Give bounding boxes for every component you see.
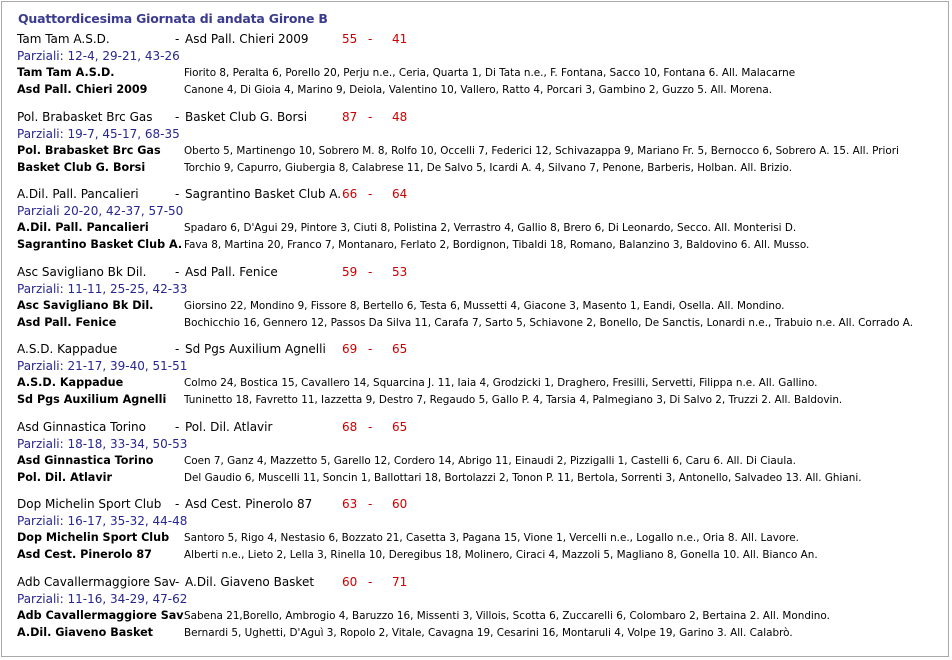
match-dash: -: [175, 264, 180, 279]
away-players: Del Gaudio 6, Muscelli 11, Soncin 1, Ballottari 18, Bortolazzi 2, Tonon P. 11, Bertola, Sorrenti 3, Antonello, Salvadeo 13. All. Ghiani.: [184, 471, 862, 484]
score-home: 60: [342, 574, 358, 589]
partial-scores: Parziali: 18-18, 33-34, 50-53: [17, 436, 188, 451]
home-team-name: Adb Cavallermaggiore Sav: [17, 608, 184, 622]
score-home: 63: [342, 497, 358, 511]
score-away: 71: [392, 574, 408, 589]
final-score: [342, 420, 407, 434]
match-dash: -: [175, 109, 180, 124]
away-team-name: Pol. Dil. Atlavir: [17, 470, 113, 484]
score-home: 66: [342, 187, 358, 201]
away-team-name: Basket Club G. Borsi: [17, 160, 146, 174]
partial-scores: Parziali: 12-4, 29-21, 43-26: [17, 49, 180, 63]
home-team-name: Asc Savigliano Bk Dil.: [17, 298, 154, 312]
score-home: 87: [342, 109, 358, 124]
away-players: Canone 4, Di Gioia 4, Marino 9, Deiola, Valentino 10, Vallero, Ratto 4, Porcari 3, Gambino 2, Guzzo 5. All. Morena.: [184, 84, 773, 96]
score-separator: -: [368, 109, 373, 124]
game-block: [2, 32, 950, 108]
score-away: 60: [392, 497, 408, 511]
home-players: Colmo 24, Bostica 15, Cavallero 14, Squarcina J. 11, Iaia 4, Grodzicki 1, Draghero, Fresilli, Servetti, Filippa n.e. All. Gallino.: [184, 377, 818, 389]
score-away: 41: [392, 32, 408, 46]
away-team-header: Asd Pall. Chieri 2009: [185, 32, 309, 46]
final-score: [342, 32, 407, 46]
score-separator: -: [368, 497, 373, 511]
score-away: 65: [392, 419, 408, 434]
game-block: [2, 265, 950, 341]
away-players: Tuninetto 18, Favretto 11, Iazzetta 9, Destro 7, Regaudo 5, Gallo P. 4, Tarsia 4, Palmegiano 3, Di Salvo 2, Truzzi 2. All. Baldovin.: [184, 394, 843, 406]
match-dash: -: [175, 187, 180, 201]
away-players: Alberti n.e., Lieto 2, Lella 3, Rinella 10, Deregibus 18, Molinero, Ciraci 4, Mazzoli 5, Magliano 8, Gonella 10. All. Bianco An.: [184, 549, 818, 561]
game-block: [2, 342, 950, 418]
match-dash: -: [175, 497, 180, 511]
score-separator: -: [368, 32, 373, 46]
home-players: Sabena 21,Borello, Ambrogio 4, Baruzzo 16, Missenti 3, Villois, Scotta 6, Zuccarelli 6, Colombaro 2, Bertaina 2. All. Mondino.: [184, 609, 830, 622]
away-team-header: Sd Pgs Auxilium Agnelli: [185, 342, 326, 356]
away-team-header: Basket Club G. Borsi: [185, 109, 308, 124]
away-players: Bernardi 5, Ughetti, D'Aguì 3, Ropolo 2, Vitale, Cavagna 19, Cesarini 16, Montaruli 4, Volpe 19, Garino 3. All. Calabrò.: [184, 626, 793, 639]
final-score: [342, 575, 407, 589]
score-separator: -: [368, 264, 373, 279]
page-title: Quattordicesima Giornata di andata Girone B: [18, 11, 328, 26]
partial-scores: Parziali 20-20, 42-37, 57-50: [17, 204, 184, 218]
final-score: [342, 497, 407, 511]
partial-scores: Parziali: 19-7, 45-17, 68-35: [17, 126, 180, 141]
final-score: [342, 342, 407, 356]
home-team-header: Asc Savigliano Bk Dil.: [17, 264, 147, 279]
away-team-name: Asd Pall. Chieri 2009: [17, 83, 148, 96]
match-dash: -: [175, 342, 180, 356]
home-team-header: Asd Ginnastica Torino: [17, 419, 146, 434]
home-players: Spadaro 6, D'Agui 29, Pintore 3, Ciuti 8, Polistina 2, Verrastro 4, Gallio 8, Brero 6, Di Leonardo, Secco. All. Monterisi D.: [184, 222, 797, 234]
game-block: [2, 110, 950, 186]
home-players: Fiorito 8, Peralta 6, Porello 20, Perju n.e., Ceria, Quarta 1, Di Tata n.e., F. Fontana, Sacco 10, Fontana 6. All. Malacarne: [184, 67, 796, 79]
game-block: [2, 420, 950, 496]
partial-scores: Parziali: 16-17, 35-32, 44-48: [17, 514, 188, 528]
score-home: 68: [342, 419, 358, 434]
final-score: [342, 187, 407, 201]
score-home: 59: [342, 264, 358, 279]
away-team-header: Pol. Dil. Atlavir: [185, 419, 273, 434]
game-block: [2, 187, 950, 263]
game-block: [2, 575, 950, 651]
game-block: [2, 497, 950, 573]
score-separator: -: [368, 187, 373, 201]
score-away: 64: [392, 187, 408, 201]
home-team-name: A.Dil. Pall. Pancalieri: [17, 221, 149, 234]
match-dash: -: [175, 32, 180, 46]
partial-scores: Parziali: 11-11, 25-25, 42-33: [17, 281, 188, 296]
home-players: Santoro 5, Rigo 4, Nestasio 6, Bozzato 21, Casetta 3, Pagana 15, Vione 1, Vercelli n.e., Logallo n.e., Oria 8. All. Lavore.: [184, 532, 799, 544]
home-team-name: Tam Tam A.S.D.: [17, 66, 115, 79]
away-players: Fava 8, Martina 20, Franco 7, Montanaro, Ferlato 2, Bordignon, Tibaldi 18, Romano, Balanzino 3, Baldovino 6. All. Musso.: [184, 239, 810, 251]
score-away: 48: [392, 109, 408, 124]
final-score: [342, 265, 407, 279]
score-separator: -: [368, 574, 373, 589]
home-team-name: Pol. Brabasket Brc Gas: [17, 143, 161, 157]
home-team-name: Dop Michelin Sport Club: [17, 531, 170, 544]
away-team-name: A.Dil. Giaveno Basket: [17, 625, 154, 639]
home-players: Coen 7, Ganz 4, Mazzetto 5, Garello 12, Cordero 14, Abrigo 11, Einaudi 2, Pizzigalli 1, Castelli 6, Caru 6. All. Di Ciaula.: [184, 454, 796, 467]
away-team-name: Asd Pall. Fenice: [17, 315, 117, 329]
score-away: 53: [392, 264, 408, 279]
score-away: 65: [392, 342, 408, 356]
home-team-header: Dop Michelin Sport Club: [17, 497, 162, 511]
score-separator: -: [368, 419, 373, 434]
home-players: Oberto 5, Martinengo 10, Sobrero M. 8, Rolfo 10, Occelli 7, Federici 12, Schivazappa 9, Mariano Fr. 5, Bernocco 6, Sobrero A. 15. All. Priori: [184, 144, 899, 157]
away-team-header: Asd Cest. Pinerolo 87: [185, 497, 313, 511]
home-players: Giorsino 22, Mondino 9, Fissore 8, Bertello 6, Testa 6, Mussetti 4, Giacone 3, Masento 1, Eandi, Osella. All. Mondino.: [184, 299, 785, 312]
partial-scores: Parziali: 21-17, 39-40, 51-51: [17, 359, 188, 373]
away-team-header: Asd Pall. Fenice: [185, 264, 278, 279]
home-team-name: Asd Ginnastica Torino: [17, 453, 154, 467]
home-team-header: Pol. Brabasket Brc Gas: [17, 109, 153, 124]
final-score: [342, 110, 407, 124]
results-panel: [1, 1, 949, 657]
score-home: 69: [342, 342, 358, 356]
away-team-header: A.Dil. Giaveno Basket: [185, 574, 315, 589]
away-players: Torchio 9, Capurro, Giubergia 8, Calabrese 11, De Salvo 5, Icardi A. 4, Silvano 7, Penone, Barberis, Holban. All. Brizio.: [184, 161, 792, 174]
away-players: Bochicchio 16, Gennero 12, Passos Da Silva 11, Carafa 7, Sarto 5, Schiavone 2, Bonello, De Sanctis, Lonardi n.e., Trabuio n.e. All. Corrado A.: [184, 316, 913, 329]
partial-scores: Parziali: 11-16, 34-29, 47-62: [17, 591, 188, 606]
home-team-header: A.Dil. Pall. Pancalieri: [17, 187, 139, 201]
home-team-header: Tam Tam A.S.D.: [17, 32, 110, 46]
match-dash: -: [175, 574, 180, 589]
match-dash: -: [175, 419, 180, 434]
home-team-name: A.S.D. Kappadue: [17, 376, 124, 389]
home-team-header: A.S.D. Kappadue: [17, 342, 118, 356]
away-team-name: Sd Pgs Auxilium Agnelli: [17, 393, 167, 406]
away-team-name: Sagrantino Basket Club A.: [17, 238, 183, 251]
score-separator: -: [368, 342, 373, 356]
home-team-header: Adb Cavallermaggiore Sav: [17, 574, 176, 589]
away-team-name: Asd Cest. Pinerolo 87: [17, 548, 152, 561]
score-home: 55: [342, 32, 358, 46]
away-team-header: Sagrantino Basket Club A.: [185, 187, 342, 201]
